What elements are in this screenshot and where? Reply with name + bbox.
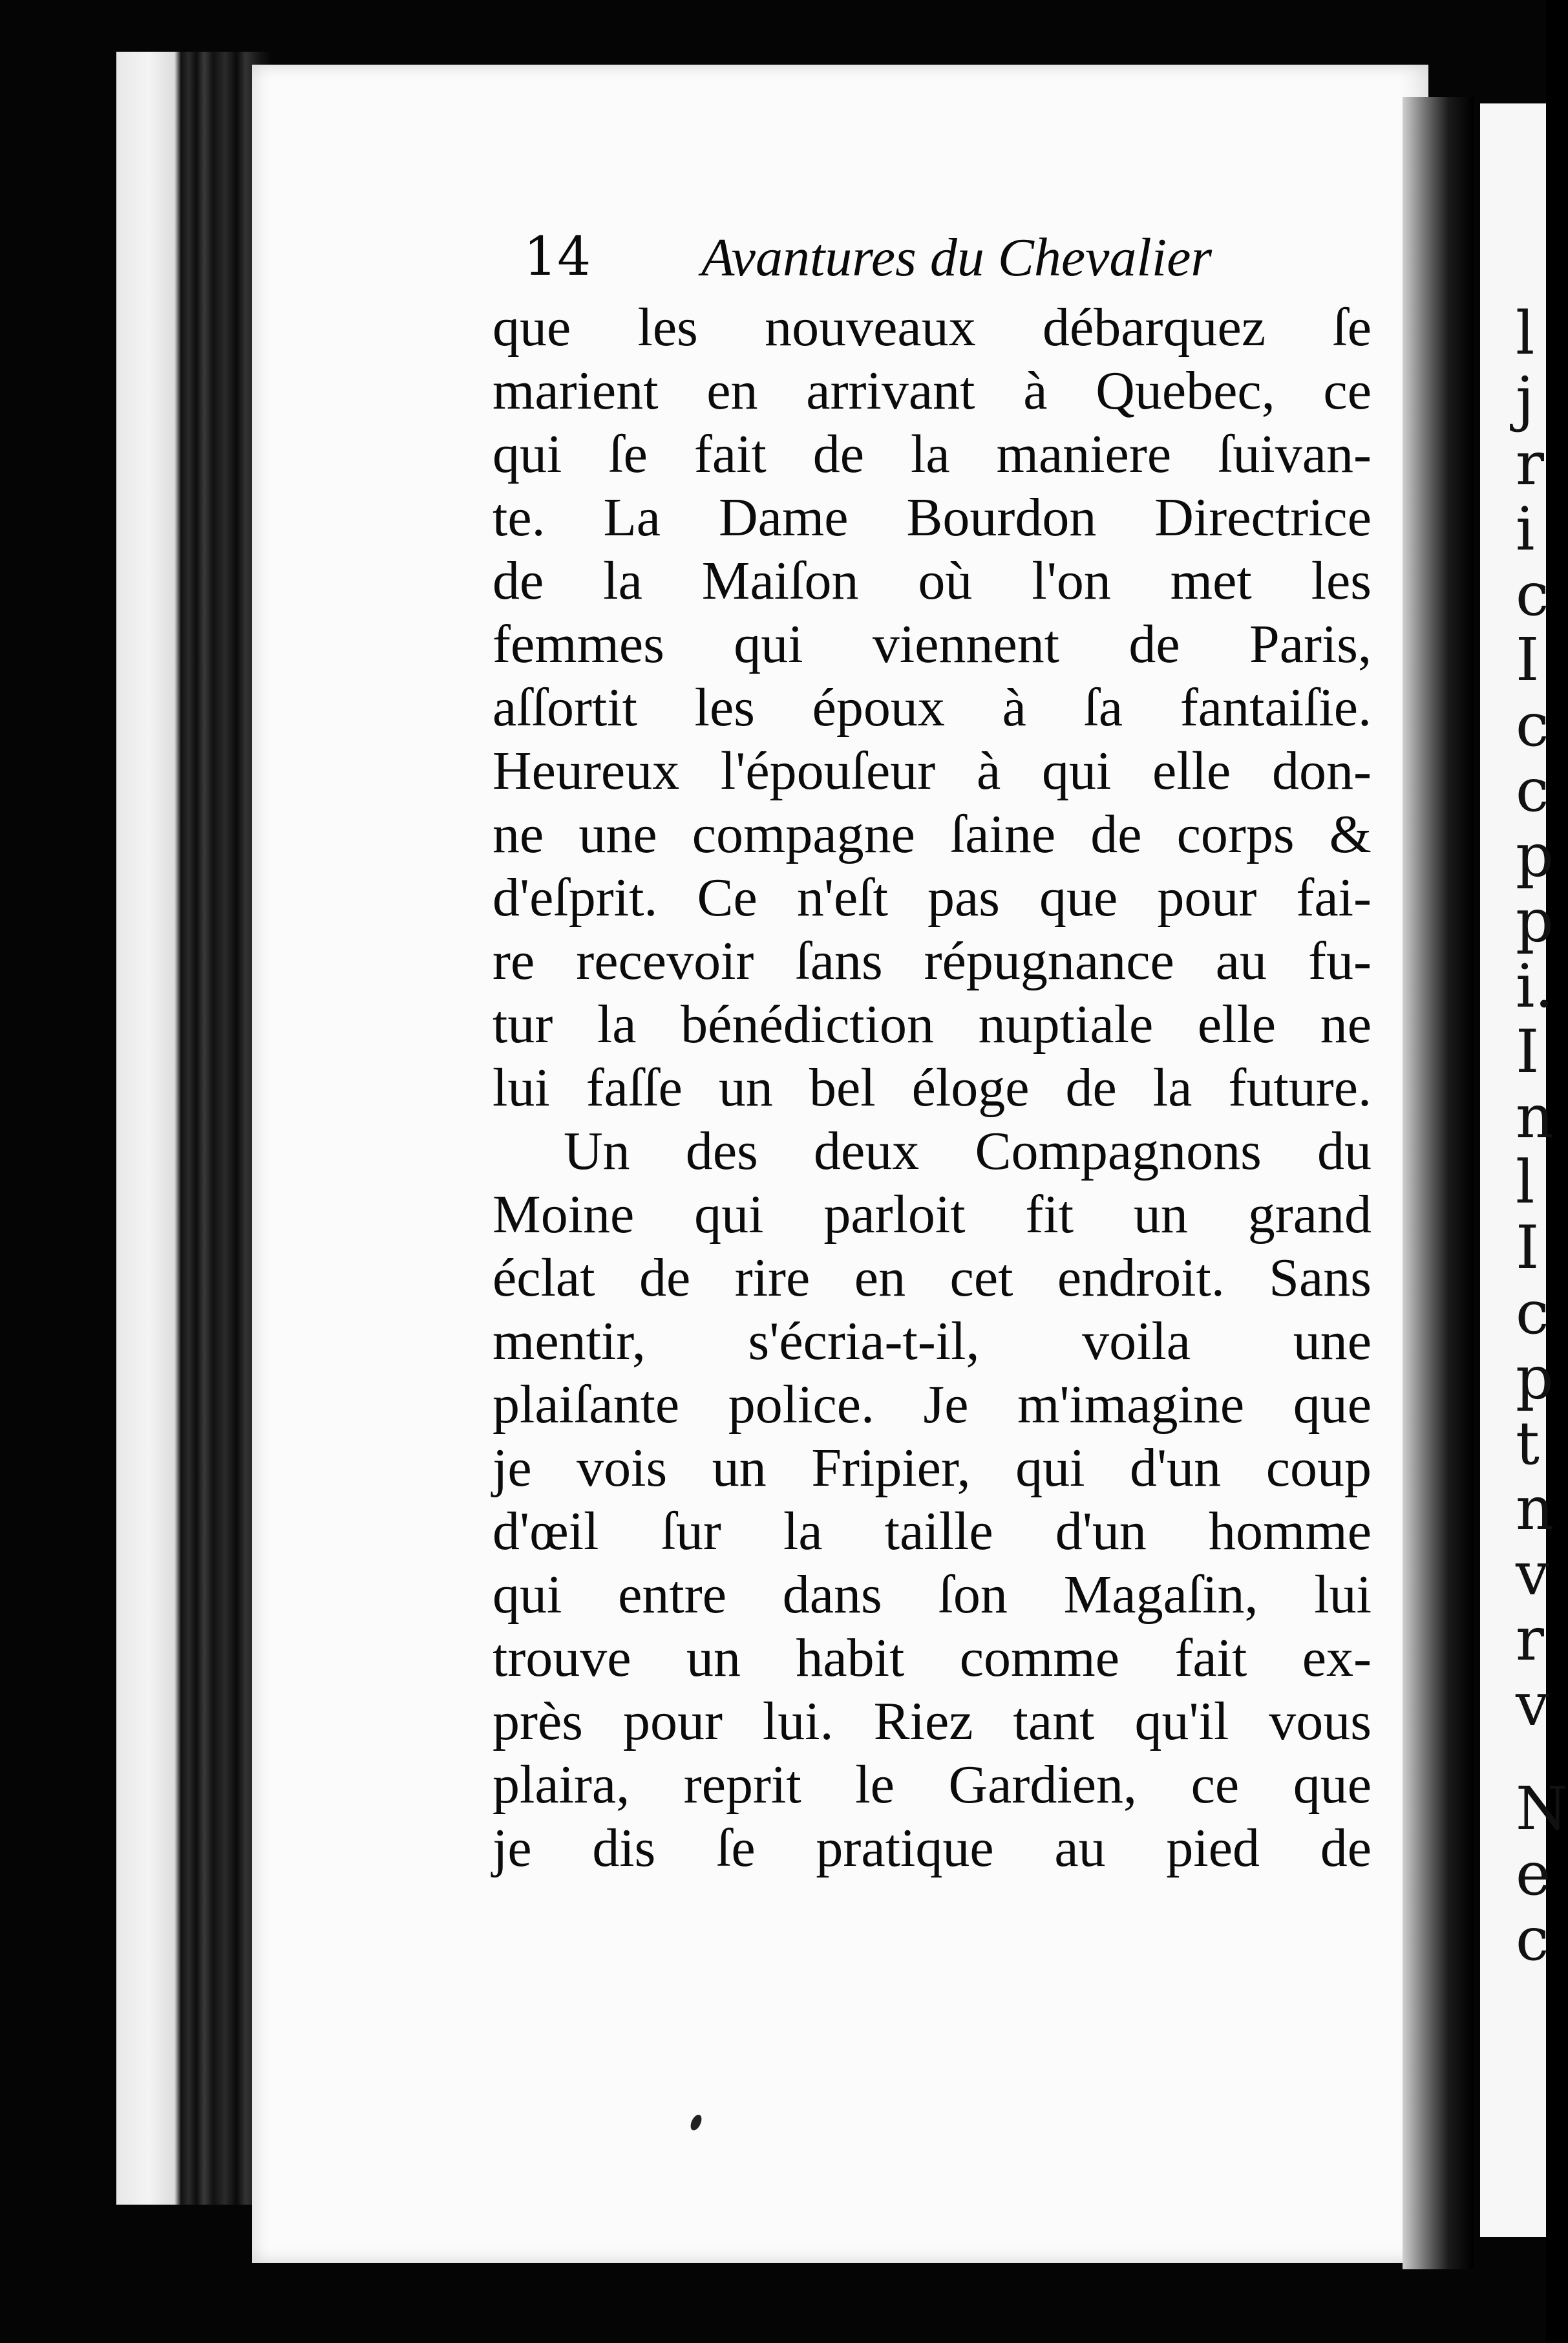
- text-line: ne une compagne ſaine de corps &: [493, 804, 1372, 864]
- facing-line-fragment: c: [1516, 1278, 1549, 1347]
- facing-line-fragment: c: [1516, 756, 1549, 825]
- facing-line-fragment: p: [1516, 886, 1554, 956]
- text-line: près pour lui. Riez tant qu'il vous: [493, 1691, 1372, 1751]
- facing-line-fragment: r: [1516, 1605, 1544, 1674]
- text-line: lui faſſe un bel éloge de la future.: [493, 1058, 1372, 1118]
- facing-line-fragment: c: [1516, 690, 1549, 760]
- text-line: Moine qui parloit fit un grand: [493, 1184, 1372, 1245]
- facing-line-fragment: l: [1516, 1148, 1535, 1217]
- facing-line-fragment: n: [1516, 1474, 1554, 1543]
- text-line: je dis ſe pratique au pied de: [493, 1818, 1372, 1878]
- book-edge: [116, 52, 271, 2205]
- facing-line-fragment: N: [1516, 1774, 1568, 1843]
- facing-line-fragment: v: [1516, 1670, 1549, 1739]
- text-line: mentir, s'écria-t-il, voila une: [493, 1311, 1372, 1371]
- facing-line-fragment: i.: [1516, 952, 1554, 1021]
- text-line: te. La Dame Bourdon Directrice: [493, 487, 1372, 548]
- facing-line-fragment: c: [1516, 560, 1549, 629]
- running-head: Avantures du Chevalier: [701, 228, 1213, 288]
- facing-line-fragment: e: [1516, 1839, 1551, 1909]
- facing-line-fragment: v: [1516, 1539, 1549, 1609]
- text-line: tur la bénédiction nuptiale elle ne: [493, 994, 1372, 1054]
- facing-line-fragment: p: [1516, 1343, 1554, 1413]
- facing-line-fragment: I: [1516, 1213, 1540, 1282]
- text-line: d'œil ſur la taille d'un homme: [493, 1501, 1372, 1561]
- facing-line-fragment: j: [1516, 364, 1534, 433]
- facing-line-fragment: I: [1516, 1017, 1540, 1086]
- page-number: 14: [524, 226, 591, 288]
- text-line: aſſortit les époux à ſa fantaiſie.: [493, 678, 1372, 738]
- facing-line-fragment: t: [1516, 1409, 1540, 1478]
- text-line: femmes qui viennent de Paris,: [493, 614, 1372, 674]
- text-line: marient en arrivant à Quebec, ce: [493, 361, 1372, 421]
- page-header: [524, 226, 1273, 297]
- facing-line-fragment: r: [1516, 429, 1544, 498]
- text-line: que les nouveaux débarquez ſe: [493, 297, 1372, 358]
- facing-line-fragment: I: [1516, 625, 1540, 694]
- text-line: re recevoir ſans répugnance au fu-: [493, 931, 1372, 991]
- text-line: plaira, reprit le Gardien, ce que: [493, 1755, 1372, 1815]
- text-line: de la Maiſon où l'on met les: [493, 551, 1372, 611]
- text-line: je vois un Fripier, qui d'un coup: [493, 1438, 1372, 1498]
- body-text: [493, 296, 1372, 1880]
- text-line: Heureux l'épouſeur à qui elle don-: [493, 741, 1372, 801]
- text-line: Un des deux Compagnons du: [564, 1121, 1372, 1181]
- text-line: qui entre dans ſon Magaſin, lui: [493, 1565, 1372, 1625]
- text-line: d'eſprit. Ce n'eſt pas que pour fai-: [493, 868, 1372, 928]
- page-gutter: [1403, 97, 1474, 2269]
- facing-line-fragment: l: [1516, 299, 1535, 368]
- facing-line-fragment: p: [1516, 821, 1554, 890]
- text-line: plaiſante police. Je m'imagine que: [493, 1375, 1372, 1435]
- text-line: trouve un habit comme fait ex-: [493, 1628, 1372, 1688]
- text-line: éclat de rire en cet endroit. Sans: [493, 1248, 1372, 1308]
- text-line: qui ſe fait de la maniere ſuivan-: [493, 424, 1372, 484]
- facing-line-fragment: i: [1516, 495, 1535, 564]
- facing-line-fragment: n: [1516, 1082, 1554, 1151]
- facing-line-fragment: c: [1516, 1905, 1549, 1974]
